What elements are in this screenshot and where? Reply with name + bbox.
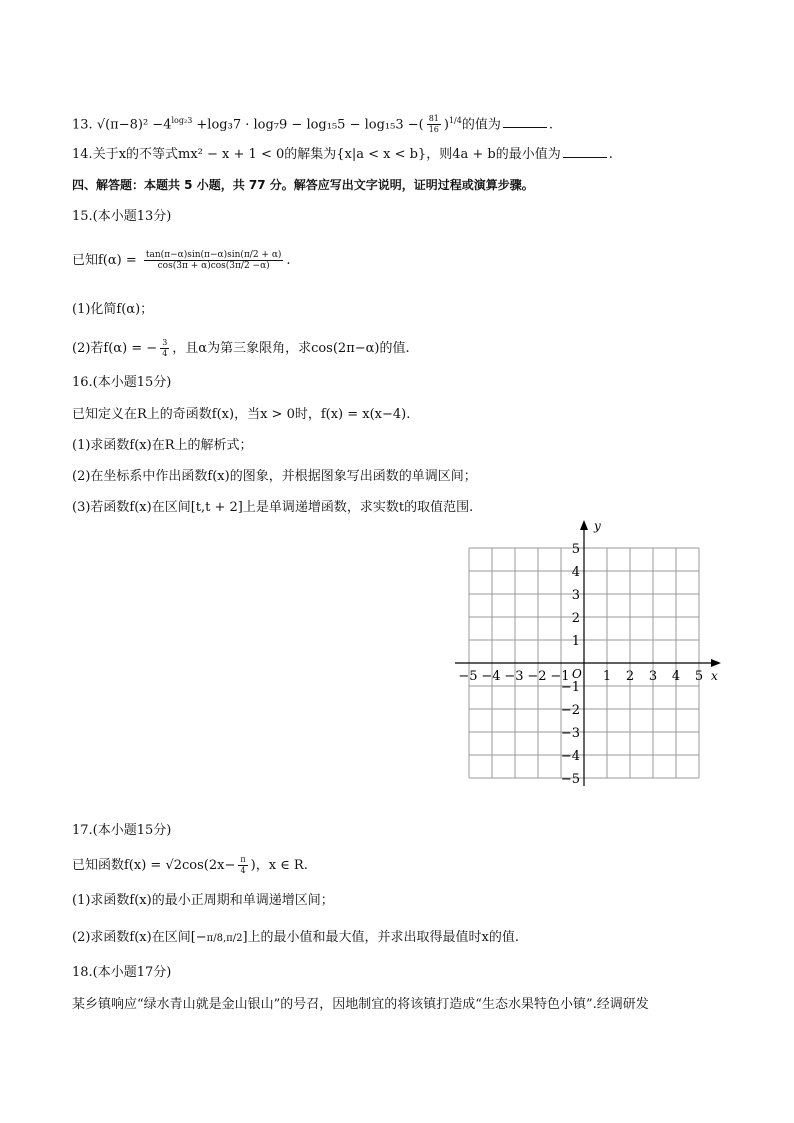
q15-given-text: 已知f(α) =: [72, 253, 137, 268]
q13-close-paren: ): [443, 117, 449, 133]
q13-logs: +log₃7 · log₇9 − log₁₅5 − log₁₅3 −(: [192, 117, 424, 133]
y-tick-label: 2: [571, 611, 580, 626]
q16-part-2: (2)在坐标系中作出函数f(x)的图象，并根据图象写出函数的单调区间；: [72, 469, 477, 484]
q14-answer-blank: [563, 145, 607, 158]
q15-dot: .: [286, 253, 291, 268]
q13-tail: 的值为: [461, 117, 501, 133]
y-tick-label: −3: [560, 726, 580, 741]
q15-header: 15.(本小题13分): [72, 209, 172, 224]
q17-fraction: $\frac{\pi}{4}$: [240, 855, 246, 875]
q15-given: [72, 250, 291, 271]
x-tick-label: −4: [481, 669, 501, 684]
section-4-heading: 四、解答题：本题共 5 小题，共 77 分。解答应写出文字说明，证明过程或演算步骤。: [72, 178, 534, 192]
q16-part-1: (1)求函数f(x)在R上的解析式；: [72, 438, 253, 453]
y-tick-label: −5: [560, 772, 580, 787]
y-tick-label: 4: [571, 565, 580, 580]
origin-label: O: [572, 667, 582, 681]
y-tick-label: −4: [560, 749, 580, 764]
x-tick-label: 1: [602, 669, 612, 684]
y-tick-label: 5: [571, 542, 580, 557]
x-tick-label: 2: [625, 669, 635, 684]
x-tick-label: 5: [694, 669, 704, 684]
question-13: [72, 112, 553, 135]
q14-end: .: [608, 147, 613, 162]
q13-exponent-1: log₂3: [171, 116, 193, 125]
q18-text: 某乡镇响应“绿水青山就是金山银山”的号召，因地制宜的将该镇打造成“生态水果特色小镇”.经调研发: [72, 997, 649, 1012]
q17-header: 17.(本小题15分): [72, 823, 172, 838]
y-tick-label: −1: [560, 680, 580, 695]
q16-part-3: (3)若函数f(x)在区间[t,t + 2]上是单调递增函数，求实数t的取值范围.: [72, 500, 474, 515]
q15-fraction: $\frac{\tan(\pi-\alpha)\sin(\pi-\alpha)\sin(\pi/2 + \alpha)}{\cos(3\pi + \alpha)\cos(3\pi/2 -\alpha)}$: [145, 250, 282, 271]
q15-part-1: (1)化简f(α)；: [72, 302, 154, 317]
q18-header: 18.(本小题17分): [72, 965, 172, 980]
y-axis-arrow: [580, 520, 588, 530]
q17-given-b: )，x ∈ R.: [250, 858, 308, 873]
q13-exponent-2: 1/4: [448, 116, 462, 125]
q13-answer-blank: [503, 115, 547, 128]
q16-given: 已知定义在R上的奇函数f(x)，当x > 0时，f(x) = x(x−4).: [72, 407, 411, 422]
question-14: [72, 145, 613, 164]
q17-part-2-a: (2)求函数f(x)在区间[−: [72, 930, 207, 945]
q13-number: 13.: [72, 117, 93, 133]
x-tick-label: −5: [458, 669, 478, 684]
tick-labels: [458, 542, 703, 787]
y-axis-label: y: [594, 519, 601, 533]
axes: [455, 520, 721, 786]
q13-radical: √(π−8)² −4: [96, 117, 172, 133]
q17-part-2-interval: π/8,π/2: [206, 933, 243, 944]
q15-part-2-b: ，且α为第三象限角，求cos(2π−α)的值.: [172, 341, 410, 356]
y-tick-label: 3: [571, 588, 580, 603]
q17-part-2-b: ]上的最小值和最大值，并求出取得最值时x的值.: [242, 930, 520, 945]
y-tick-label: −2: [560, 703, 580, 718]
q16-header: 16.(本小题15分): [72, 375, 172, 390]
y-tick-label: 1: [571, 634, 580, 649]
q15-part-2-a: (2)若f(α) = −: [72, 341, 158, 356]
q15-part-2: [72, 338, 410, 359]
q17-part-2: [72, 929, 519, 948]
q14-number: 14.: [72, 147, 93, 162]
q14-text: 关于x的不等式mx² − x + 1 < 0的解集为{x|a < x < b}，则4a + b的最小值为: [92, 147, 561, 162]
x-tick-label: −1: [550, 669, 570, 684]
x-tick-label: −3: [504, 669, 524, 684]
q17-given: [72, 855, 308, 876]
x-tick-label: −2: [527, 669, 547, 684]
q17-part-1: (1)求函数f(x)的最小正周期和单调递增区间；: [72, 893, 334, 908]
coordinate-grid: [455, 518, 727, 788]
q17-given-a: 已知函数f(x) = √2cos(2x−: [72, 858, 236, 873]
x-axis-label: x: [711, 669, 718, 683]
q13-fraction: $\frac{81}{16}$: [428, 114, 439, 135]
q13-end: .: [548, 117, 553, 133]
q15-part-2-fraction: $\frac{3}{4}$: [162, 338, 168, 358]
x-tick-label: 4: [671, 669, 681, 684]
x-axis-arrow: [711, 659, 721, 667]
x-tick-label: 3: [648, 669, 658, 684]
